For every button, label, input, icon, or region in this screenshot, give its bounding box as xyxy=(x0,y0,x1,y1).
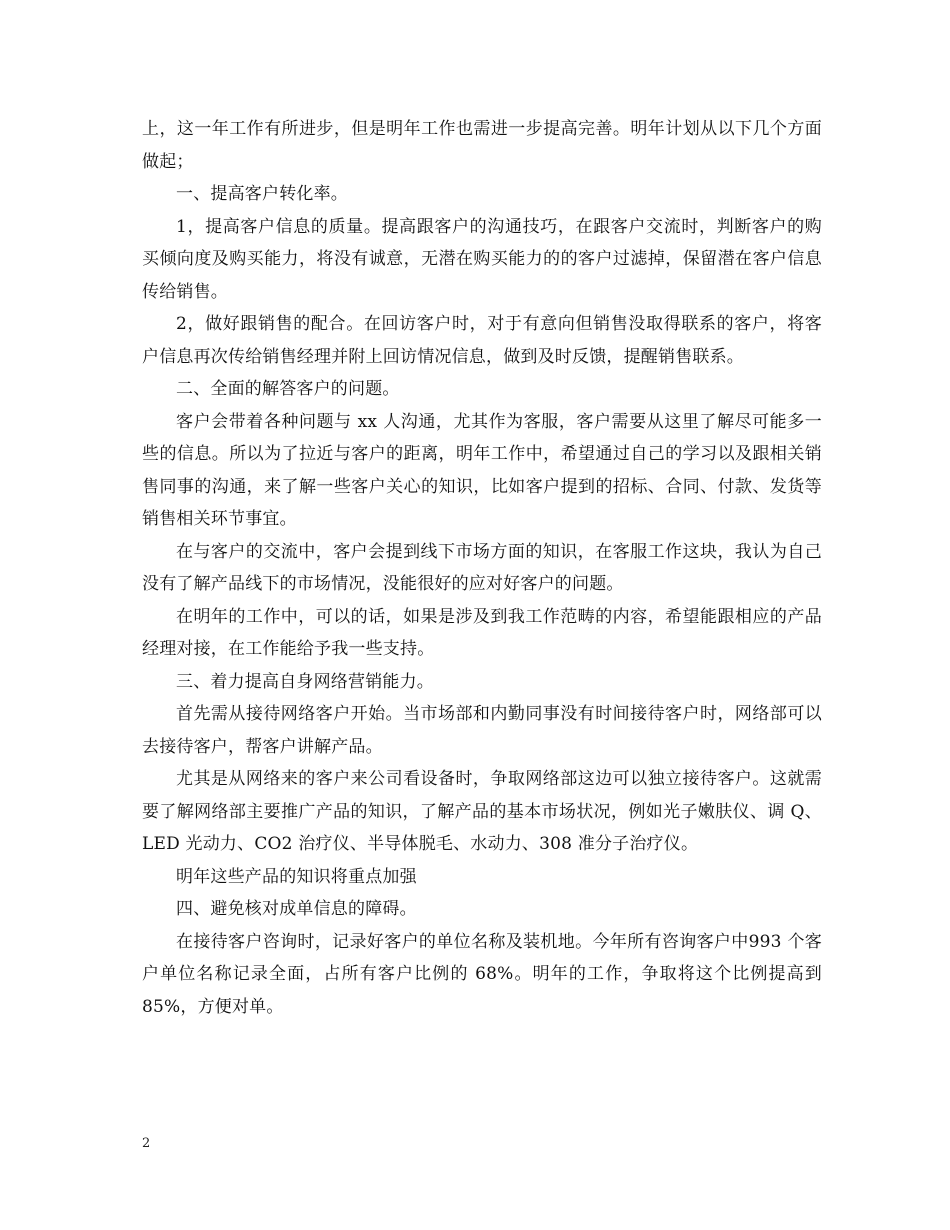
section-heading-3: 三、着力提高自身网络营销能力。 xyxy=(176,671,434,692)
paragraph-continuation: 上，这一年工作有所进步，但是明年工作也需进一步提高完善。明年计划从以下几个方面做起； xyxy=(142,119,822,172)
paragraph-body: 客户会带着各种问题与 xx 人沟通，尤其作为客服，客户需要从这里了解尽可能多一些的信息。所以为了拉近与客户的距离，明年工作中，希望通过自己的学习以及跟相关销售同事的沟通，来了解一些客户关心的知识，比如客户提到的招标、合同、付款、发货等销售相关环节事宜。 xyxy=(142,411,822,529)
section-heading-1: 一、提高客户转化率。 xyxy=(176,184,348,204)
paragraph-body: 在接待客户咨询时，记录好客户的单位名称及装机地。今年所有咨询客户中993 个客户单位名称记录全面，占所有客户比例的 68%。明年的工作，争取将这个比例提高到 85%，方便对单。 xyxy=(142,931,822,1017)
paragraph-body: 在与客户的交流中，客户会提到线下市场方面的知识，在客服工作这块，我认为自己没有了解产品线下的市场情况，没能很好的应对好客户的问题。 xyxy=(142,541,822,594)
document-body xyxy=(142,113,822,1023)
paragraph-item-2: 2，做好跟销售的配合。在回访客户时，对于有意向但销售没取得联系的客户，将客户信息再次传给销售经理并附上回访情况信息，做到及时反馈，提醒销售联系。 xyxy=(142,314,822,367)
page-number: 2 xyxy=(142,1136,151,1151)
paragraph-body: 首先需从接待网络客户开始。当市场部和内勤同事没有时间接待客户时，网络部可以去接待客户，帮客户讲解产品。 xyxy=(142,704,822,757)
section-heading-2: 二、全面的解答客户的问题。 xyxy=(176,379,400,399)
paragraph-body: 尤其是从网络来的客户来公司看设备时，争取网络部这边可以独立接待客户。这就需要了解网络部主要推广产品的知识，了解产品的基本市场状况，例如光子嫩肤仪、调 Q、LED 光动力、CO2 治疗仪、半导体脱毛、水动力、308 准分子治疗仪。 xyxy=(142,769,822,854)
paragraph-body: 明年这些产品的知识将重点加强 xyxy=(176,866,417,887)
section-heading-4: 四、避免核对成单信息的障碍。 xyxy=(176,899,417,919)
paragraph-item-1: 1，提高客户信息的质量。提高跟客户的沟通技巧，在跟客户交流时，判断客户的购买倾向度及购买能力，将没有诚意，无潜在购买能力的的客户过滤掉，保留潜在客户信息传给销售。 xyxy=(142,216,822,302)
paragraph-body: 在明年的工作中，可以的话，如果是涉及到我工作范畴的内容，希望能跟相应的产品经理对接，在工作能给予我一些支持。 xyxy=(142,606,822,659)
